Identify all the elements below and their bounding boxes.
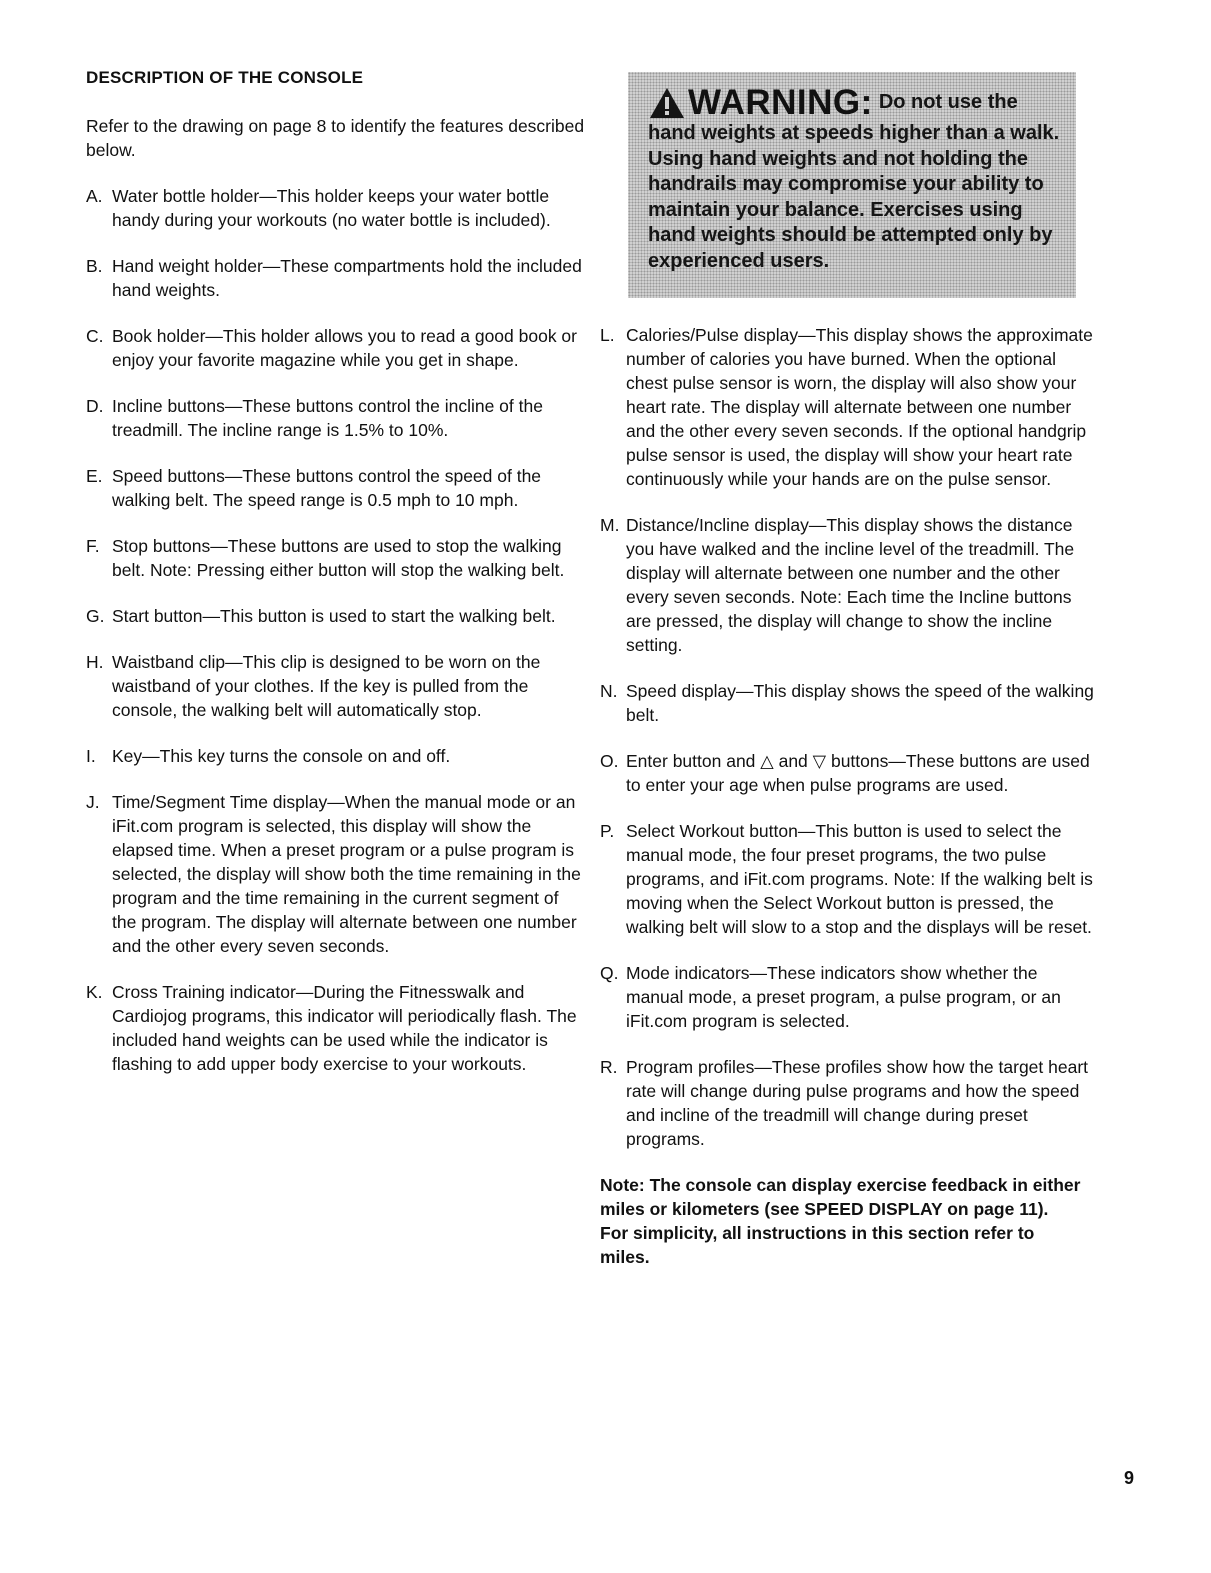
item-letter: O. bbox=[600, 751, 619, 771]
item-letter: N. bbox=[600, 681, 618, 701]
item-text: Hand weight holder—These compartments hold the included hand weights. bbox=[112, 256, 582, 300]
item-letter: Q. bbox=[600, 963, 619, 983]
item-text: Time/Segment Time display—When the manual mode or an iFit.com program is selected, this display will show the elapsed time. When a preset program or a pulse program is selected, the display will show both the time remaining in the program and the time remaining in the current segment of the program. The display will alternate between one number and the other every seven seconds. bbox=[112, 792, 581, 956]
feature-item bbox=[86, 980, 586, 1076]
item-letter: R. bbox=[600, 1057, 618, 1077]
item-text: Speed display—This display shows the speed of the walking belt. bbox=[626, 681, 1094, 725]
feature-item bbox=[86, 184, 586, 232]
item-text: Start button—This button is used to start the walking belt. bbox=[112, 606, 556, 626]
feature-item bbox=[86, 464, 586, 512]
item-text: Book holder—This holder allows you to read a good book or enjoy your favorite magazine while you get in shape. bbox=[112, 326, 577, 370]
item-letter: C. bbox=[86, 326, 104, 346]
item-letter: K. bbox=[86, 982, 103, 1002]
feature-item bbox=[86, 650, 586, 722]
feature-item bbox=[86, 534, 586, 582]
item-letter: D. bbox=[86, 396, 104, 416]
item-letter: E. bbox=[86, 466, 103, 486]
feature-item bbox=[600, 679, 1095, 727]
feature-list-right bbox=[600, 323, 1095, 1151]
warning-lead-text: Do not use the bbox=[878, 91, 1018, 114]
feature-item bbox=[86, 394, 586, 442]
intro-paragraph: Refer to the drawing on page 8 to identify the features described below. bbox=[86, 116, 585, 160]
warning-body-text: hand weights at speeds higher than a walk. Using hand weights and not holding the handrails may compromise your ability to maintain your balance. Exercises using hand weights should be attempted only by experienced users. bbox=[648, 122, 1060, 272]
feature-item bbox=[600, 323, 1095, 491]
item-letter: I. bbox=[86, 746, 96, 766]
feature-item bbox=[600, 1055, 1095, 1151]
item-text: Select Workout button—This button is used to select the manual mode, the four preset programs, the two pulse programs, and iFit.com programs. Note: If the walking belt is moving when the Select Workout button is pressed, the walking belt will slow to a stop and the displays will be reset. bbox=[626, 821, 1093, 937]
feature-item bbox=[86, 790, 586, 958]
item-letter: A. bbox=[86, 186, 103, 206]
feature-item bbox=[86, 324, 586, 372]
item-text: Program profiles—These profiles show how the target heart rate will change during pulse programs and how the speed and incline of the treadmill will change during preset programs. bbox=[626, 1057, 1089, 1149]
item-text: Speed buttons—These buttons control the speed of the walking belt. The speed range is 0.5 mph to 10 mph. bbox=[112, 466, 542, 510]
item-letter: M. bbox=[600, 515, 620, 535]
page-number: 9 bbox=[1124, 1468, 1135, 1488]
units-note: Note: The console can display exercise feedback in either miles or kilometers (see SPEED DISPLAY on page 11). For simplicity, all instructions in this section refer to miles. bbox=[600, 1175, 1081, 1267]
warning-header bbox=[648, 83, 1060, 123]
feature-item bbox=[86, 744, 586, 768]
item-text: Mode indicators—These indicators show whether the manual mode, a preset program, a pulse program, or an iFit.com program is selected. bbox=[626, 963, 1061, 1031]
item-text: Stop buttons—These buttons are used to stop the walking belt. Note: Pressing either button will stop the walking belt. bbox=[112, 536, 565, 580]
item-letter: H. bbox=[86, 652, 104, 672]
warning-box bbox=[628, 72, 1076, 298]
item-letter: F. bbox=[86, 536, 100, 556]
feature-list-left bbox=[86, 184, 586, 1076]
item-text: Waistband clip—This clip is designed to be worn on the waistband of your clothes. If the key is pulled from the console, the walking belt will automatically stop. bbox=[112, 652, 541, 720]
item-text: Calories/Pulse display—This display shows the approximate number of calories you have burned. When the optional chest pulse sensor is worn, the display will also show your heart rate. The display will alternate between one number and the other every seven seconds. If the optional handgrip pulse sensor is used, the display will show your heart rate continuously while your hands are on the pulse sensor. bbox=[626, 325, 1093, 489]
warning-title: WARNING: bbox=[688, 83, 873, 123]
item-text: Cross Training indicator—During the Fitnesswalk and Cardiojog programs, this indicator will periodically flash. The included hand weights can be used while the indicator is flashing to add upper body exercise to your workouts. bbox=[112, 982, 577, 1074]
feature-item bbox=[86, 604, 586, 628]
feature-item bbox=[600, 819, 1095, 939]
item-letter: G. bbox=[86, 606, 105, 626]
right-column bbox=[600, 323, 1095, 1269]
item-text: Water bottle holder—This holder keeps your water bottle handy during your workouts (no water bottle is included). bbox=[112, 186, 551, 230]
warning-triangle-icon bbox=[648, 86, 686, 120]
item-text: Incline buttons—These buttons control the incline of the treadmill. The incline range is 1.5% to 10%. bbox=[112, 396, 543, 440]
item-letter: J. bbox=[86, 792, 100, 812]
item-letter: L. bbox=[600, 325, 615, 345]
item-text: Distance/Incline display—This display shows the distance you have walked and the incline level of the treadmill. The display will alternate between one number and the other every seven seconds. Note: Each time the Incline buttons are pressed, the display will change to show the incline setting. bbox=[626, 515, 1075, 655]
section-heading: DESCRIPTION OF THE CONSOLE bbox=[86, 68, 364, 87]
item-letter: P. bbox=[600, 821, 615, 841]
left-column bbox=[86, 68, 586, 1098]
item-text: Enter button and △ and ▽ buttons—These buttons are used to enter your age when pulse programs are used. bbox=[626, 751, 1090, 795]
feature-item bbox=[86, 254, 586, 302]
item-text: Key—This key turns the console on and off. bbox=[112, 746, 451, 766]
feature-item bbox=[600, 961, 1095, 1033]
feature-item bbox=[600, 513, 1095, 657]
feature-item bbox=[600, 749, 1095, 797]
item-letter: B. bbox=[86, 256, 103, 276]
